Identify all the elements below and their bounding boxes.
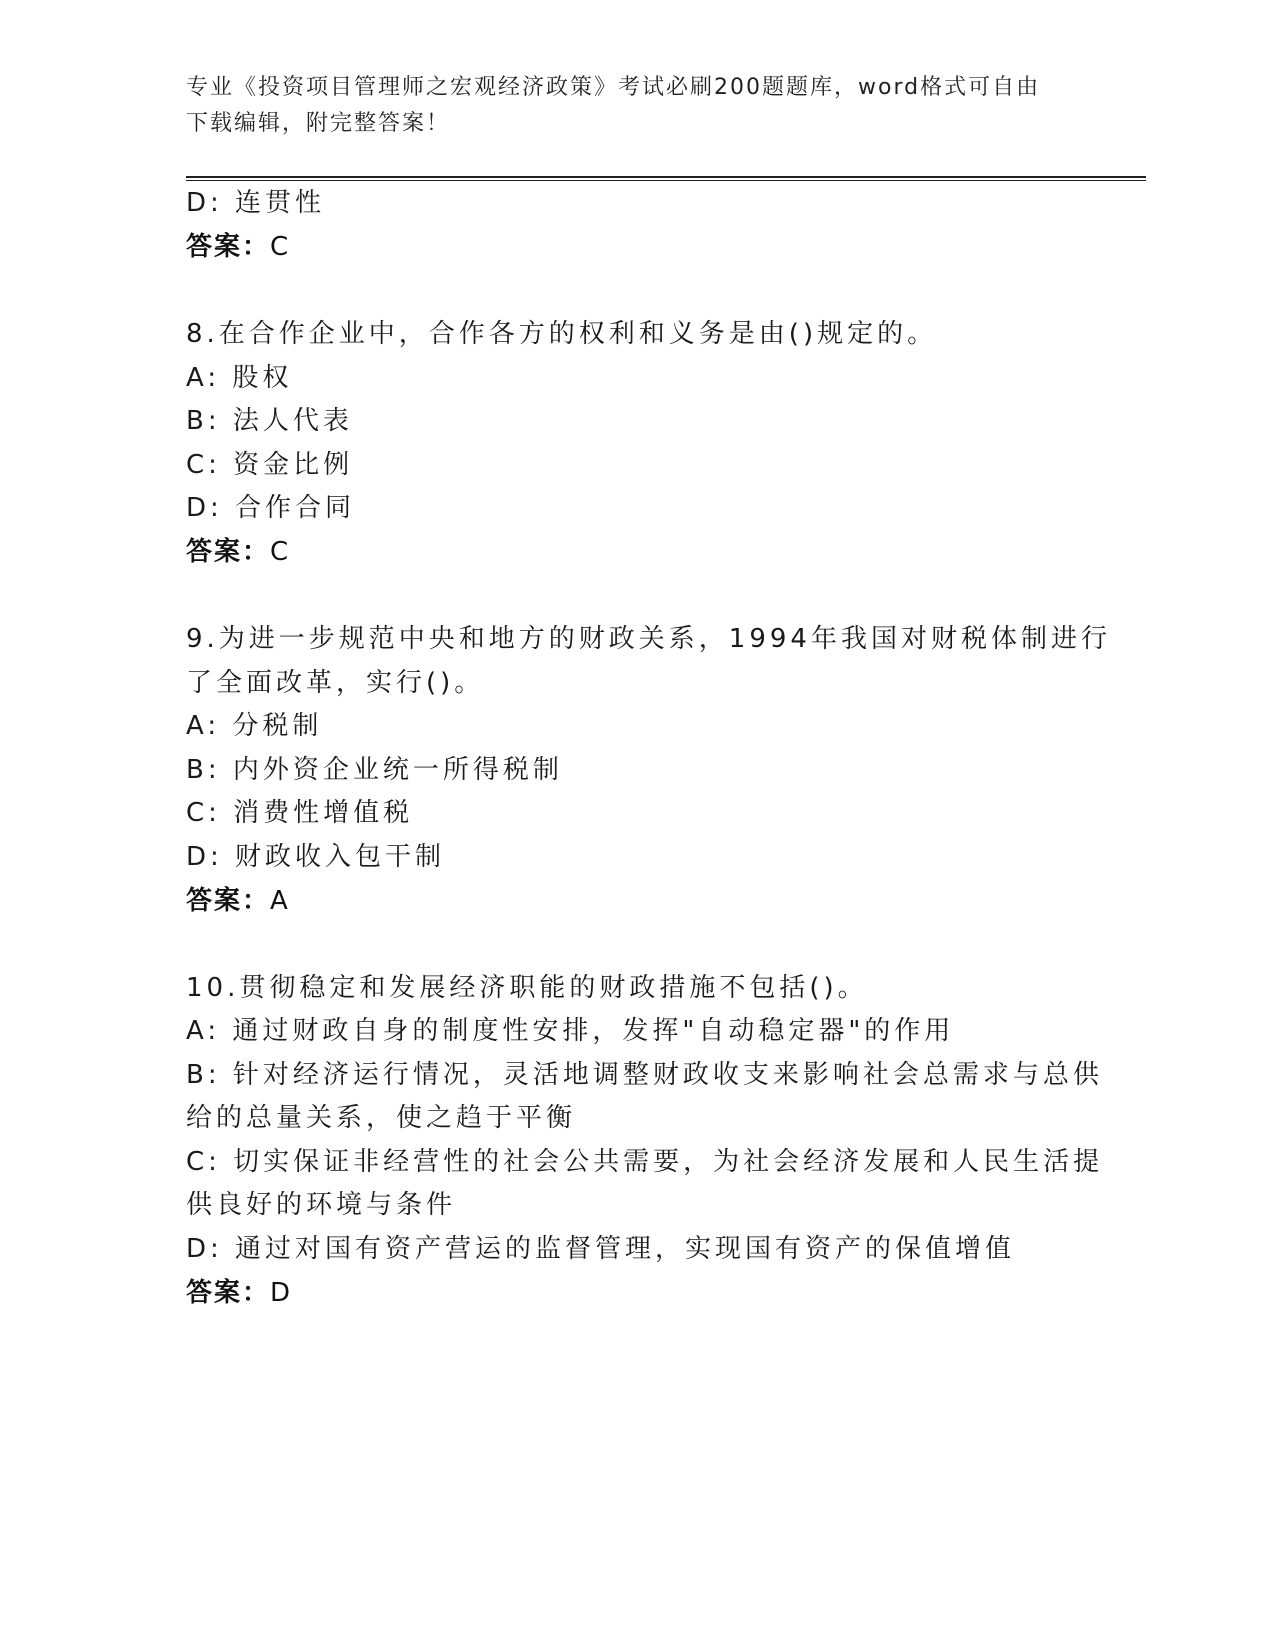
q7-answer (186, 230, 290, 264)
q7-option-d: D: 连贯性 (186, 188, 326, 218)
q10-option-b-line-1: B: 针对经济运行情况，灵活地调整财政收支来影响社会总需求与总供 (186, 1060, 1103, 1090)
q10-option-d: D: 通过对国有资产营运的监督管理，实现国有资产的保值增值 (186, 1234, 1016, 1264)
q9-option-c: C: 消费性增值税 (186, 798, 414, 828)
q10-option-a: A: 通过财政自身的制度性安排，发挥"自动稳定器"的作用 (186, 1016, 955, 1046)
answer-label: 答案： (186, 886, 271, 916)
answer-label: 答案： (186, 537, 271, 567)
header-divider (186, 176, 1146, 181)
q8-question: 8.在合作企业中，合作各方的权利和义务是由()规定的。 (186, 319, 938, 349)
answer-value: A (270, 886, 290, 916)
answer-value: C (270, 537, 291, 567)
q10-question: 10.贯彻稳定和发展经济职能的财政措施不包括()。 (186, 973, 868, 1003)
q8-option-d: D: 合作合同 (186, 493, 356, 523)
header-line-2: 下载编辑，附完整答案！ (186, 111, 451, 136)
answer-value: D (270, 1278, 293, 1308)
q8-option-c: C: 资金比例 (186, 450, 354, 480)
q10-option-c-line-2: 供良好的环境与条件 (186, 1190, 457, 1220)
q9-option-d: D: 财政收入包干制 (186, 842, 446, 872)
q10-answer (186, 1276, 292, 1310)
q9-option-b: B: 内外资企业统一所得税制 (186, 755, 563, 785)
answer-value: C (270, 232, 291, 262)
q9-question-line-2: 了全面改革，实行()。 (186, 668, 485, 698)
q8-answer (186, 535, 290, 569)
q8-option-a: A: 股权 (186, 363, 293, 393)
q9-question-line-1: 9.为进一步规范中央和地方的财政关系，1994年我国对财税体制进行 (186, 624, 1111, 654)
q9-option-a: A: 分税制 (186, 711, 323, 741)
q10-option-c-line-1: C: 切实保证非经营性的社会公共需要，为社会经济发展和人民生活提 (186, 1147, 1104, 1177)
document-header (186, 70, 1086, 142)
answer-label: 答案： (186, 232, 271, 262)
q8-option-b: B: 法人代表 (186, 406, 353, 436)
answer-label: 答案： (186, 1278, 271, 1308)
header-line-1: 专业《投资项目管理师之宏观经济政策》考试必刷200题题库，word格式可自由 (186, 75, 1041, 100)
q9-answer (186, 884, 290, 918)
q10-option-b-line-2: 给的总量关系，使之趋于平衡 (186, 1103, 577, 1133)
